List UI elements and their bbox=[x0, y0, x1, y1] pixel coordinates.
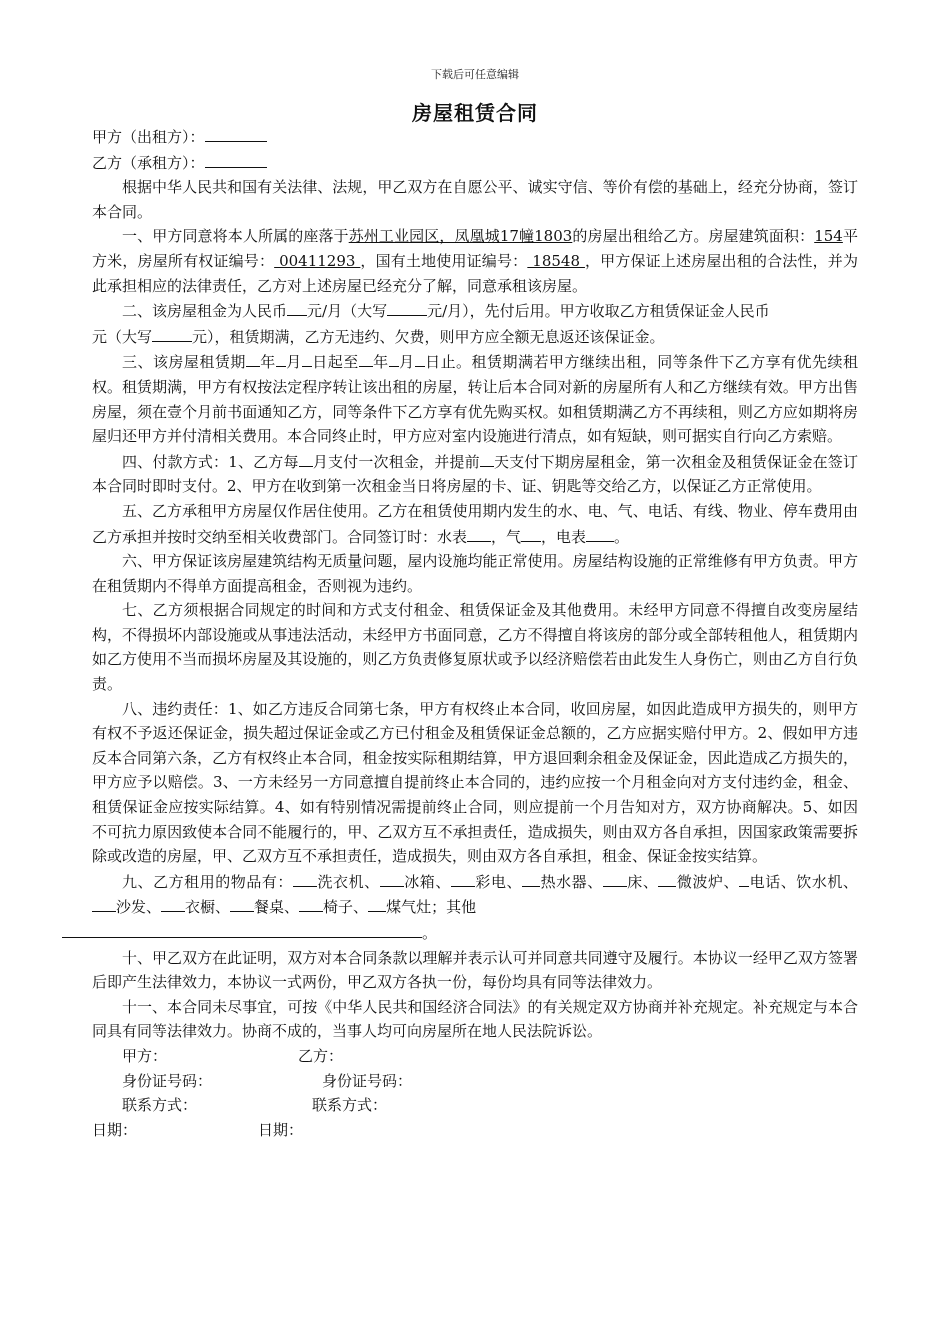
area-value: 154 bbox=[814, 227, 843, 246]
clause-1: 一、甲方同意将本人所属的座落于苏州工业园区，凤凰城17幢1803的房屋出租给乙方。房屋建筑面积：154平方米，房屋所有权证编号： 00411293 ，国有土地使用证编号： 18548 ，甲方保证上述房屋出租的合法性，并为此承担相应的法律责任，乙方对上述房屋已经充分了解，同意承租该房屋。 bbox=[92, 227, 858, 295]
party-a-blank bbox=[205, 124, 267, 142]
rent-blank bbox=[287, 298, 307, 316]
advance-days-blank bbox=[480, 449, 494, 467]
party-b-line: 乙方（承租方）： bbox=[92, 150, 858, 176]
location-building: 凤凰城17幢1803 bbox=[454, 227, 573, 246]
party-a-line: 甲方（出租方）： bbox=[92, 124, 858, 150]
clause-2: 二、该房屋租金为人民币 元/月（大写 元/月），先付后用。甲方收取乙方租赁保证金人民币 元（大写 元），租赁期满，乙方无违约、欠费，则甲方应全额无息返还该保证金。 bbox=[92, 298, 858, 349]
party-a-sign-label: 甲方： bbox=[122, 1046, 168, 1065]
gas-meter-blank bbox=[521, 524, 541, 542]
end-year-blank bbox=[359, 349, 373, 367]
party-a-id-label: 身份证号码： bbox=[122, 1071, 213, 1090]
clause-7: 七、乙方须根据合同规定的时间和方式支付租金、租赁保证金及其他费用。未经甲方同意不得擅自改变房屋结构，不得损坏内部设施或从事违法活动，未经甲方书面同意，乙方不得擅自将该房的部分或全部转租他人，租赁期内如乙方使用不当而损坏房屋及其设施的，则乙方负责修复原状或予以经济赔偿若由此发生人身伤亡，则由乙方自行负责。 bbox=[92, 601, 858, 694]
party-b-id-label: 身份证号码： bbox=[322, 1071, 413, 1090]
clause-6: 六、甲方保证该房屋建筑结构无质量问题，屋内设施均能正常使用。房屋结构设施的正常维修有甲方负责。甲方在租赁期内不得单方面提高租金，否则视为违约。 bbox=[92, 552, 858, 595]
ownership-cert-no: 00411293 bbox=[274, 251, 361, 270]
clause-9: 九、乙方租用的物品有： 洗衣机、 冰箱、 彩电、 热水器、 床、 微波炉、 电话、饮水机、沙发、 衣橱、 餐桌、 椅子、 煤气灶；其他 。 bbox=[92, 869, 858, 946]
party-b-blank bbox=[205, 150, 267, 168]
party-b-date-label: 日期： bbox=[258, 1120, 304, 1139]
party-b-contact-label: 联系方式： bbox=[312, 1096, 388, 1115]
land-use-cert-no: 18548 bbox=[527, 251, 585, 270]
clause-10: 十、甲乙双方在此证明，双方对本合同条款以理解并表示认可并同意共同遵守及履行。本协议一经甲乙双方签署后即产生法律效力，本协议一式两份，甲乙双方各执一份，每份均具有同等法律效力。 bbox=[92, 948, 858, 992]
clause-3: 三、该房屋租赁期 年 月 日起至 年 月 日止。租赁期满若甲方继续出租，同等条件下乙方享有优先续租权。租赁期满，甲方有权按法定程序转让该出租的房屋，转让后本合同对新的房屋所有人和乙方继续有效。甲方出售房屋，须在壹个月前书面通知乙方，同等条件下乙方享有优先购买权。如租赁期满乙方不再续租，则乙方应如期将房屋归还甲方并付清相关费用。本合同终止时，甲方应对室内设施进行清点，如有短缺，则可据实自行向乙方索赔。 bbox=[92, 349, 858, 448]
party-a-contact-label: 联系方式： bbox=[122, 1096, 198, 1115]
intro-paragraph: 根据中华人民共和国有关法律、法规，甲乙双方在自愿公平、诚实守信、等价有偿的基础上，经充分协商，签订本合同。 bbox=[92, 178, 858, 221]
signature-contact-row bbox=[92, 1093, 858, 1118]
party-b-sign-label: 乙方： bbox=[298, 1046, 344, 1065]
header-note: 下载后可任意编辑 bbox=[431, 68, 519, 81]
clause-5: 五、乙方承租甲方房屋仅作居住使用。乙方在租赁使用期内发生的水、电、气、电话、有线、物业、停车费用由乙方承担并按时交纳至相关收费部门。合同签订时：水表 ，气 ，电表 。 bbox=[92, 501, 858, 546]
location-district: 苏州工业园区 bbox=[348, 227, 440, 246]
end-month-blank bbox=[389, 349, 399, 367]
document-title: 房屋租赁合同 bbox=[412, 101, 538, 125]
electric-meter-blank bbox=[586, 524, 614, 542]
signature-id-row bbox=[92, 1069, 858, 1094]
clause-8: 八、违约责任：1、如乙方违反合同第七条，甲方有权终止本合同，收回房屋，如因此造成甲方损失的，则甲方有权不予返还保证金，损失超过保证金或乙方已付租金及租赁保证金总额的，乙方应据实赔付甲方。2、假如甲方违反本合同第六条，乙方有权终止本合同，租金按实际租期结算，甲方退回剩余租金及保证金，因此造成乙方损失的，甲方应予以赔偿。3、一方未经另一方同意擅自提前终止本合同的，违约应按一个月租金向对方支付违约金，租金、租赁保证金应按实际结算。4、如有特别情况需提前终止合同，则应提前一个月告知对方，双方协商解决。5、如因不可抗力原因致使本合同不能履行的，甲、乙双方互不承担责任，造成损失，则由双方各自承担，因国家政策需要拆除或改造的房屋，甲、乙双方互不承担责任，造成损失，则由双方各自承担，租金、保证金按实结算。 bbox=[92, 699, 858, 866]
deposit-uppercase-blank bbox=[152, 324, 192, 342]
pay-months-blank bbox=[299, 449, 313, 467]
contract-body bbox=[92, 124, 858, 1142]
start-month-blank bbox=[276, 349, 286, 367]
rent-uppercase-blank bbox=[387, 298, 427, 316]
end-day-blank bbox=[415, 349, 425, 367]
other-items-blank bbox=[62, 920, 422, 938]
clause-4: 四、付款方式：1、乙方每 月支付一次租金，并提前 天支付下期房屋租金，第一次租金及租赁保证金在签订本合同时即时支付。2、甲方在收到第一次租金当日将房屋的卡、证、钥匙等交给乙方，以保证乙方正常使用。 bbox=[92, 449, 858, 499]
start-year-blank bbox=[246, 349, 260, 367]
signature-party-row bbox=[92, 1044, 858, 1069]
clause-11: 十一、本合同未尽事宜，可按《中华人民共和国经济合同法》的有关规定双方协商并补充规定。补充规定与本合同具有同等法律效力。协商不成的，当事人均可向房屋所在地人民法院诉讼。 bbox=[92, 997, 858, 1041]
water-meter-blank bbox=[467, 524, 491, 542]
start-day-blank bbox=[302, 349, 312, 367]
party-a-date-label: 日期： bbox=[92, 1120, 138, 1139]
signature-date-row bbox=[92, 1118, 858, 1143]
